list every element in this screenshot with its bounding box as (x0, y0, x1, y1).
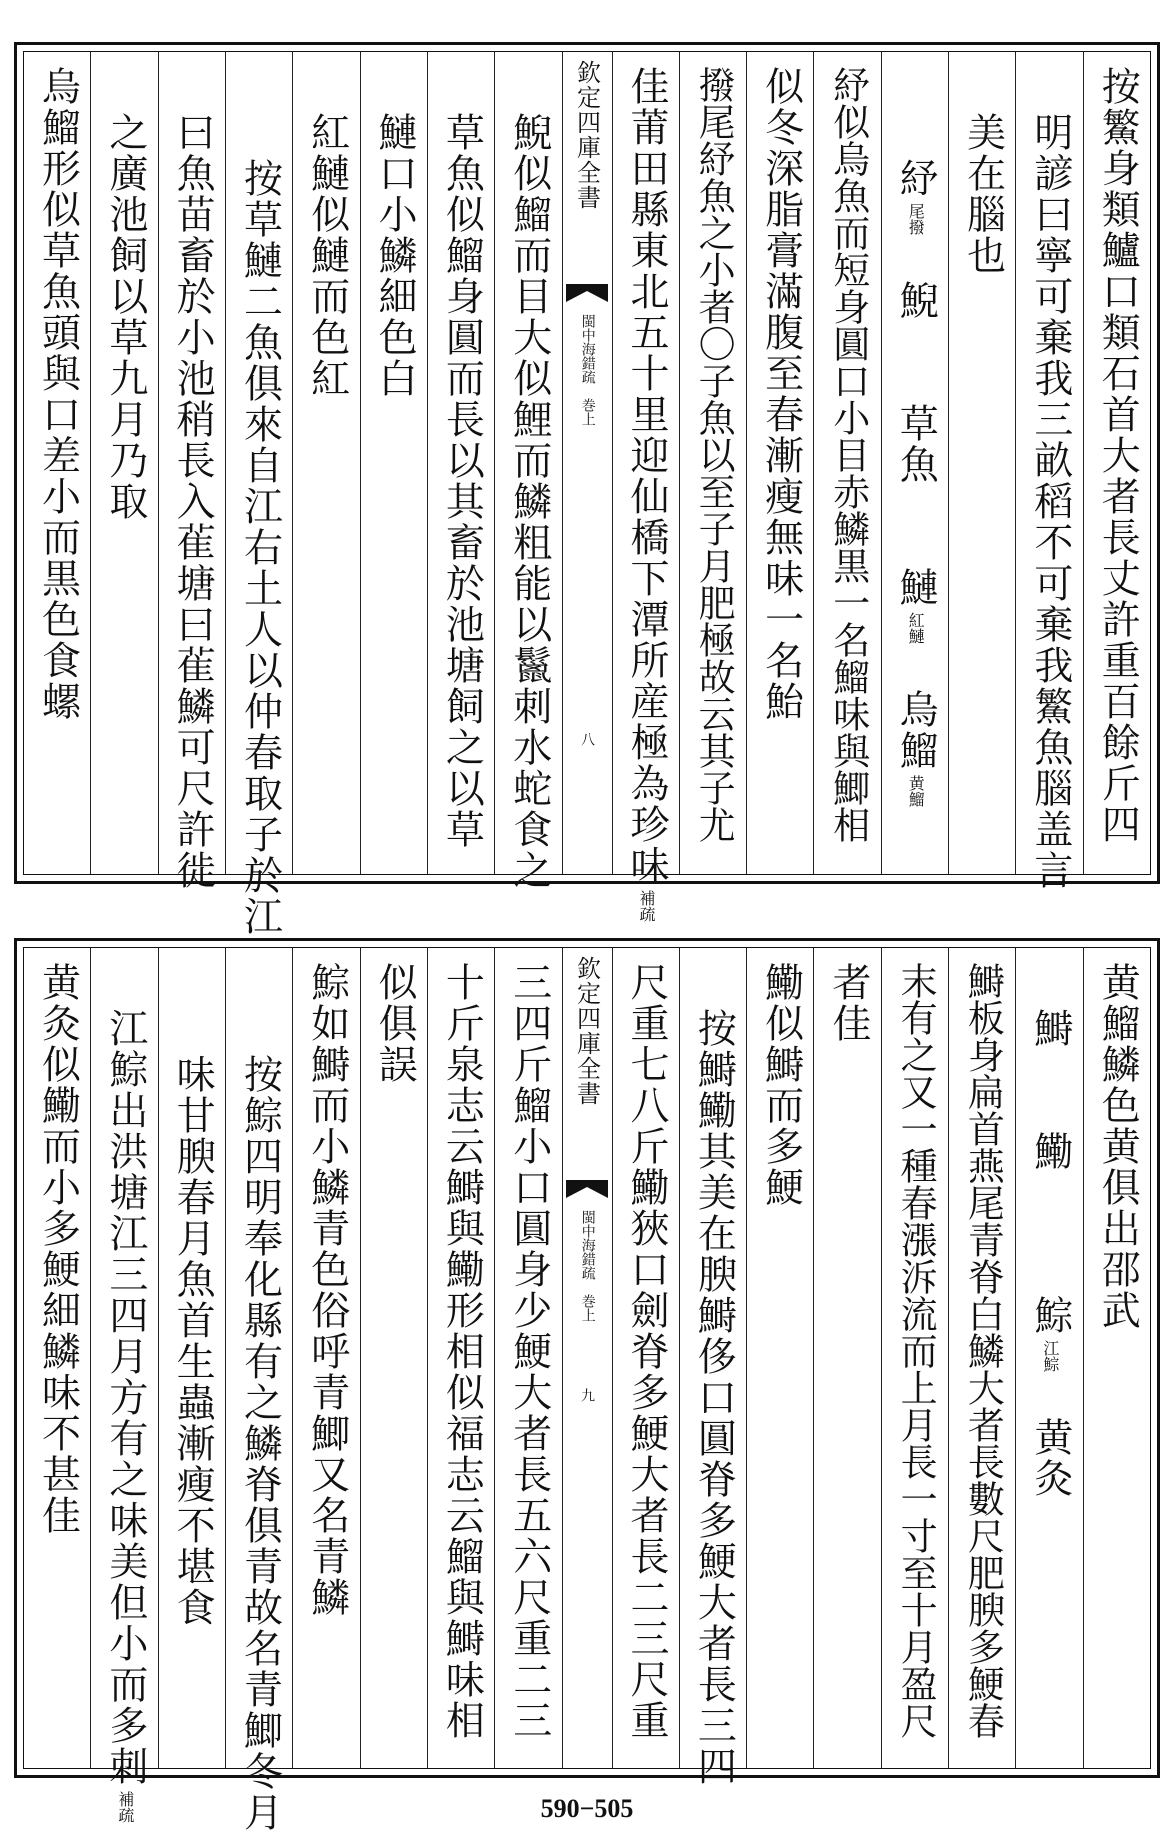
column-text (1026, 1008, 1073, 1499)
fish-name: 鯢 草魚 鰱 (893, 239, 939, 608)
annotation: 江鯮 (1040, 1340, 1060, 1372)
column-text: 烏鰡形似草魚頭與口差小而黒色食螺 (35, 66, 81, 722)
fish-name: 鰳 鯮 (1027, 1049, 1073, 1336)
fish-tail-mark-icon (566, 1180, 608, 1198)
text-column (881, 948, 948, 1768)
fish-name: 紓 (893, 158, 939, 199)
text-column (948, 52, 1015, 874)
column-text: 鯮如鰣而小鱗青色俗呼青鯽又名青鱗 (304, 962, 350, 1618)
text-column (158, 52, 225, 891)
column-text: 三四斤鰡小口圓身少鯁大者長五六尺重二三 (506, 962, 552, 1741)
column-text: 黄鰡鱗色黄俱出邵武 (1095, 962, 1141, 1331)
column-text: 按鰵身類鱸口類石首大者長丈許重百餘斤四 (1095, 66, 1141, 845)
text-column (360, 52, 427, 874)
text-column (225, 52, 292, 937)
column-text: 按鯮四明奉化縣有之鱗脊俱青故名青鯽冬月 (237, 1054, 283, 1833)
center-margin (562, 948, 612, 1768)
column-text: 似俱誤 (372, 962, 418, 1085)
fish-name: 黄灸 (1027, 1376, 1073, 1499)
text-column (679, 52, 746, 874)
book-title: 欽定四庫全書 (572, 956, 601, 1106)
page-number: 590−505 (540, 1794, 634, 1823)
column-text: 味甘腴春月魚首生蟲漸瘦不堪食 (170, 1054, 216, 1628)
fish-names-column (1015, 948, 1082, 1768)
chapter-label: 閩中海錯疏 巻上 (579, 1210, 596, 1322)
column-text: 紅鰱似鰱而色紅 (304, 112, 350, 399)
column-text: 鰳似鰣而多鯁 (758, 962, 804, 1208)
text-column (612, 948, 679, 1768)
top-page (14, 42, 1160, 937)
fish-name: 鰣 (1027, 1008, 1073, 1049)
text-column (1015, 52, 1082, 891)
fish-tail-mark-icon (566, 284, 608, 302)
column-text: 按鰣鰳其美在腴鰣侈口圓脊多鯁大者長三四 (691, 1008, 737, 1787)
column-text (892, 158, 939, 811)
annotation: 黄鰡 (906, 775, 926, 807)
text-column (292, 52, 359, 874)
annotation: 紅鰱 (906, 612, 926, 644)
text-column (360, 948, 427, 1768)
text-column (746, 52, 813, 874)
column-text: 鰱口小鱗細色白 (372, 112, 418, 399)
text-column (24, 52, 90, 874)
column-text: 之廣池飼以草九月乃取 (102, 112, 148, 522)
column-text: 者佳 (825, 962, 871, 1044)
text-column (746, 948, 813, 1768)
annotation: 補疏 (115, 1791, 135, 1823)
column-text: 草魚似鰡身圓而長以其畜於池塘飼之以草 (439, 112, 485, 850)
column-main-text: 佳莆田縣東北五十里迎仙橋下潭所産極為珍味 (624, 66, 670, 886)
text-column (158, 948, 225, 1768)
folio-number: 九 (579, 1388, 595, 1402)
column-text (101, 1008, 148, 1827)
column-text: 尺重七八斤鰳狹口劍脊多鯁大者長二三尺重 (624, 962, 670, 1741)
text-column (90, 52, 157, 874)
center-margin (562, 52, 612, 874)
book-title: 欽定四庫全書 (572, 60, 601, 210)
column-text: 似冬深脂膏滿腹至春漸瘦無味一名鮐 (758, 66, 804, 722)
chapter-label: 閩中海錯疏 巻上 (579, 314, 596, 426)
column-text: 美在腦也 (960, 112, 1006, 276)
column-text: 十斤泉志云鰣與鰳形相似福志云鰡與鰣味相 (439, 962, 485, 1741)
text-column (90, 948, 157, 1823)
column-text: 鯢似鰡而目大似鯉而鱗粗能以鬣刺水蛇食之 (506, 112, 552, 891)
text-column (494, 948, 561, 1768)
folio-number: 八 (579, 732, 595, 746)
column-text: 黄灸似鰳而小多鯁細鱗味不甚佳 (35, 962, 81, 1536)
top-page-columns (23, 51, 1151, 937)
text-column (427, 52, 494, 874)
text-column (813, 948, 880, 1768)
column-main-text: 江鯮出洪塘江三四月方有之味美但小而多刺 (102, 1008, 148, 1787)
text-column (612, 52, 679, 922)
annotation: 補疏 (637, 890, 657, 922)
text-column (427, 948, 494, 1768)
text-column (494, 52, 561, 891)
column-text: 明諺曰寧可棄我三畝稻不可棄我鰵魚腦盖言 (1027, 112, 1073, 891)
column-text: 按草鰱二魚俱來自江右土人以仲春取子於江 (237, 158, 283, 937)
column-text: 紓似烏魚而短身圓口小目赤鱗黒一名鰡味與鯽相 (826, 66, 870, 843)
text-column (1083, 52, 1150, 874)
column-text: 撥尾紓魚之小者〇子魚以至子月肥極故云其子尤 (692, 66, 736, 843)
text-column (1083, 948, 1150, 1768)
column-text: 鰣板身扁首燕尾青脊白鱗大者長數尺肥腴多鯁春 (961, 962, 1005, 1739)
text-column (24, 948, 90, 1768)
annotation: 尾撥 (906, 203, 926, 235)
text-column (679, 948, 746, 1787)
fish-name: 烏鰡 (893, 648, 939, 771)
column-text (622, 66, 669, 926)
text-column (225, 948, 292, 1833)
column-text: 曰魚苗畜於小池稍長入雈塘曰雈鱗可尺許徙 (170, 112, 216, 891)
text-column (948, 948, 1015, 1768)
column-text: 末有之又一種春漲泝流而上月長一寸至十月盈尺 (894, 962, 938, 1739)
text-column (292, 948, 359, 1768)
text-column (813, 52, 880, 874)
fish-names-column (881, 52, 948, 874)
